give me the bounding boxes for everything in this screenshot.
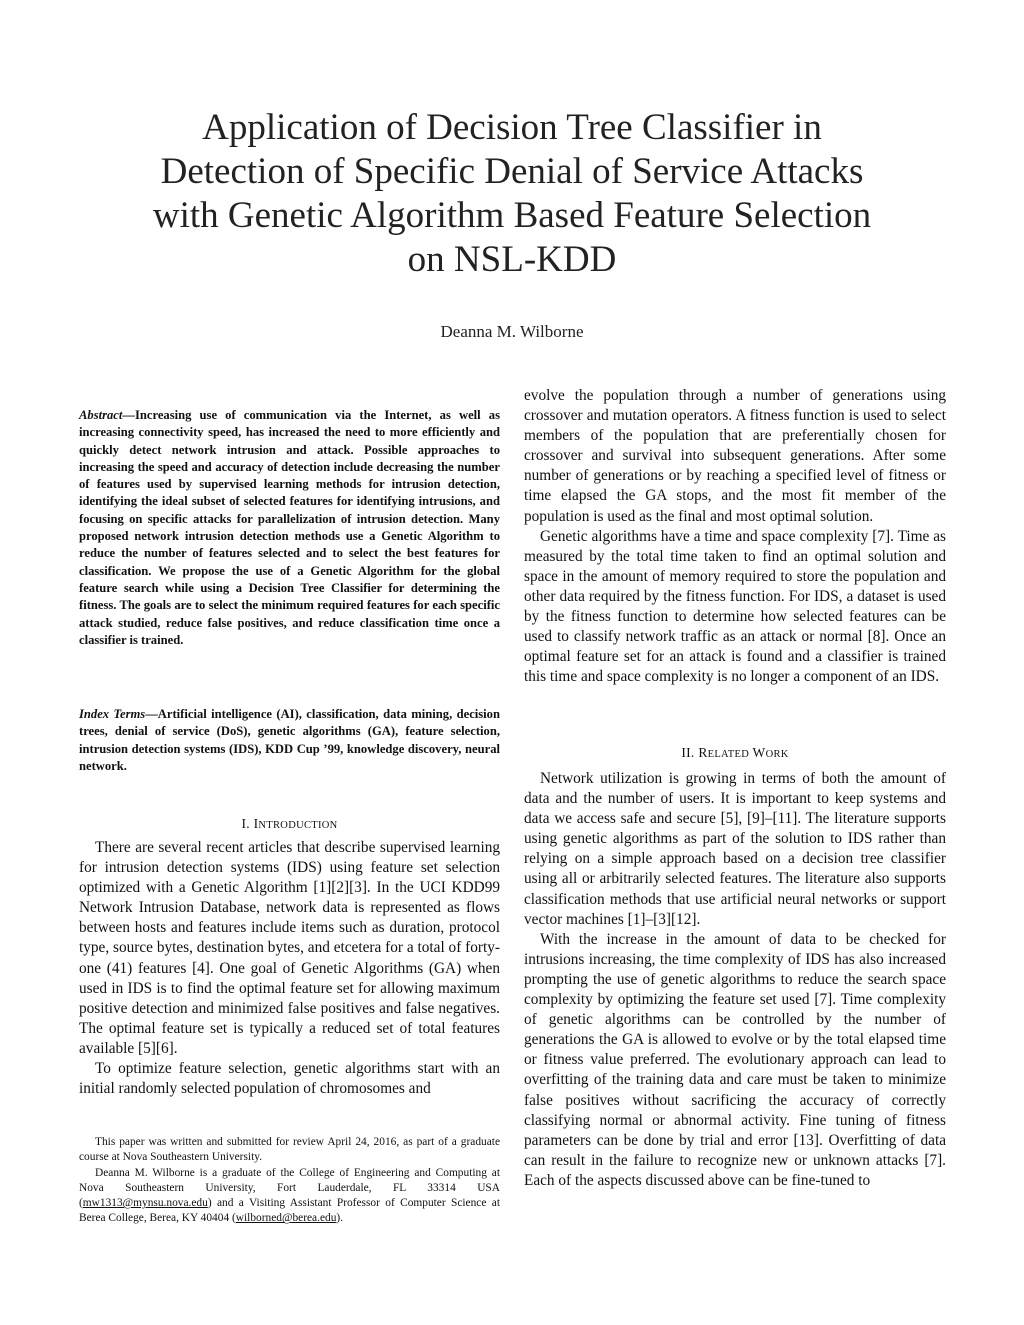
paragraph: Network utilization is growing in terms of both the amount of data and the number of users. It is important to keep systems and data we access safe and secure [5], [9]–[11]. The literature supports using genetic algorithms as part of the solution to IDS rather than relying on a simple approach based on a decision tree classifier using all or arbitrarily selected features. The literature also supports classification methods that use artificial neural networks or support vector machines [1]–[3][12]. — [524, 770, 946, 928]
abstract-text: —Increasing use of communication via the Internet, as well as increasing connectivity speed, has increased the need to more efficiently and quickly detect network intrusion and attack. Possible approaches to increasing the speed and accuracy of detection include decreasing the number of features used by supervised learning methods for intrusion detection, identifying the ideal subset of selected features for identifying intrusions, and focusing on specific attacks for parallelization of intrusion detection. Many proposed network intrusion detection methods use a Genetic Algorithm to reduce the number of features selected and to select the best features for classification. We propose the use of a Genetic Algorithm for the global feature search while using a Decision Tree Classifier for determining the fitness. The goals are to select the minimum required features for each specific attack studied, reduce false positives, and reduce classification time once a classifier is trained. — [79, 408, 500, 647]
paragraph: Genetic algorithms have a time and space complexity [7]. Time as measured by the total time taken to find an optimal solution and space in the amount of memory required to store the population and other data required by the fitness function. For IDS, a dataset is used by the fitness function to determine how selected features can be used to classify network traffic as an attack or normal [8]. Once an optimal feature set for an attack is found and a classifier is trained this time and space complexity is no longer a component of an IDS. — [524, 527, 946, 686]
abstract-label: Abstract — [79, 408, 123, 422]
related-work-body — [524, 769, 946, 1191]
footnote-author: Deanna M. Wilborne is a graduate of the College of Engineering and Computing at Nova Southeastern University, Fort Lauderdale, FL 33314 USA (mw1313@mynsu.nova.edu) and a Visiting Assistant Professor of Computer Science at Berea College, Berea, KY 40404 (wilborned@berea.edu). — [79, 1166, 500, 1225]
author-name: Deanna M. Wilborne — [440, 322, 584, 341]
introduction-continued — [524, 386, 946, 687]
footnote — [79, 1135, 500, 1227]
title-line: with Genetic Algorithm Based Feature Selection — [152, 195, 872, 236]
section-heading-related-work: II. RELATED WORK — [681, 745, 789, 760]
paragraph: There are several recent articles that describe supervised learning for intrusion detection systems (IDS) using feature set selection optimized with a Genetic Algorithm [1][2][3]. In the UCI KDD99 Network Intrusion Database, network data is represented as flows between hosts and features include items such as duration, protocol type, source bytes, destination bytes, and etcetera for a total of forty-one (41) features [4]. One goal of Genetic Algorithms (GA) when used in IDS is to find the optimal feature set for allowing maximum positive detection and minimized false positives and false negatives. The optimal feature set is typically a reduced set of total features available [5][6]. — [79, 839, 500, 1057]
email-link[interactable]: mw1313@mynsu.nova.edu — [82, 1197, 208, 1210]
index-terms-label: Index Terms — [79, 707, 146, 721]
title-line: Application of Decision Tree Classifier in — [202, 107, 822, 148]
paragraph: With the increase in the amount of data to be checked for intrusions increasing, the time complexity of IDS has also increased prompting the use of genetic algorithms to reduce the search space complexity by optimizing the feature set used [7]. Time complexity of genetic algorithms can be controlled by the number of generations the GA is allowed to evolve or by the total elapsed time or fitness value preferred. The evolutionary approach can lead to overfitting of the training data and care must be taken to minimize false positives without sacrificing the accuracy of correctly classifying normal or abnormal activity. Fine tuning of fitness parameters can be done by trial and error [13]. Overfitting of data can result in the failure to recognize new or unknown attacks [7]. Each of the aspects discussed above can be fine-tuned to — [524, 930, 946, 1189]
email-link[interactable]: wilborned@berea.edu — [235, 1212, 337, 1225]
abstract — [79, 407, 500, 649]
index-terms-text: —Artificial intelligence (AI), classification, data mining, decision trees, denial of service (DoS), genetic algorithms (GA), feature selection, intrusion detection systems (IDS), KDD Cup ’99, knowledge discovery, neural network. — [79, 707, 500, 773]
index-terms — [79, 706, 500, 775]
introduction-body — [79, 838, 500, 1099]
paragraph: To optimize feature selection, genetic algorithms start with an initial randomly selected population of chromosomes and — [79, 1060, 500, 1098]
footnote-submission: This paper was written and submitted for review April 24, 2016, as part of a graduate course at Nova Southeastern University. — [79, 1136, 500, 1164]
paper-title — [60, 106, 964, 282]
title-line: Detection of Specific Denial of Service Attacks — [160, 151, 864, 192]
section-heading-introduction: I. INTRODUCTION — [241, 816, 338, 831]
paragraph: evolve the population through a number of generations using crossover and mutation operators. A fitness function is used to select members of the population that are preferentially chosen for crossover and survival into subsequent generations. After some number of generations or by reaching a specified level of fitness or time elapsed the GA stops, and the most fit member of the population is used as the final and most optimal solution. — [524, 387, 946, 525]
title-line: on NSL-KDD — [407, 239, 617, 280]
